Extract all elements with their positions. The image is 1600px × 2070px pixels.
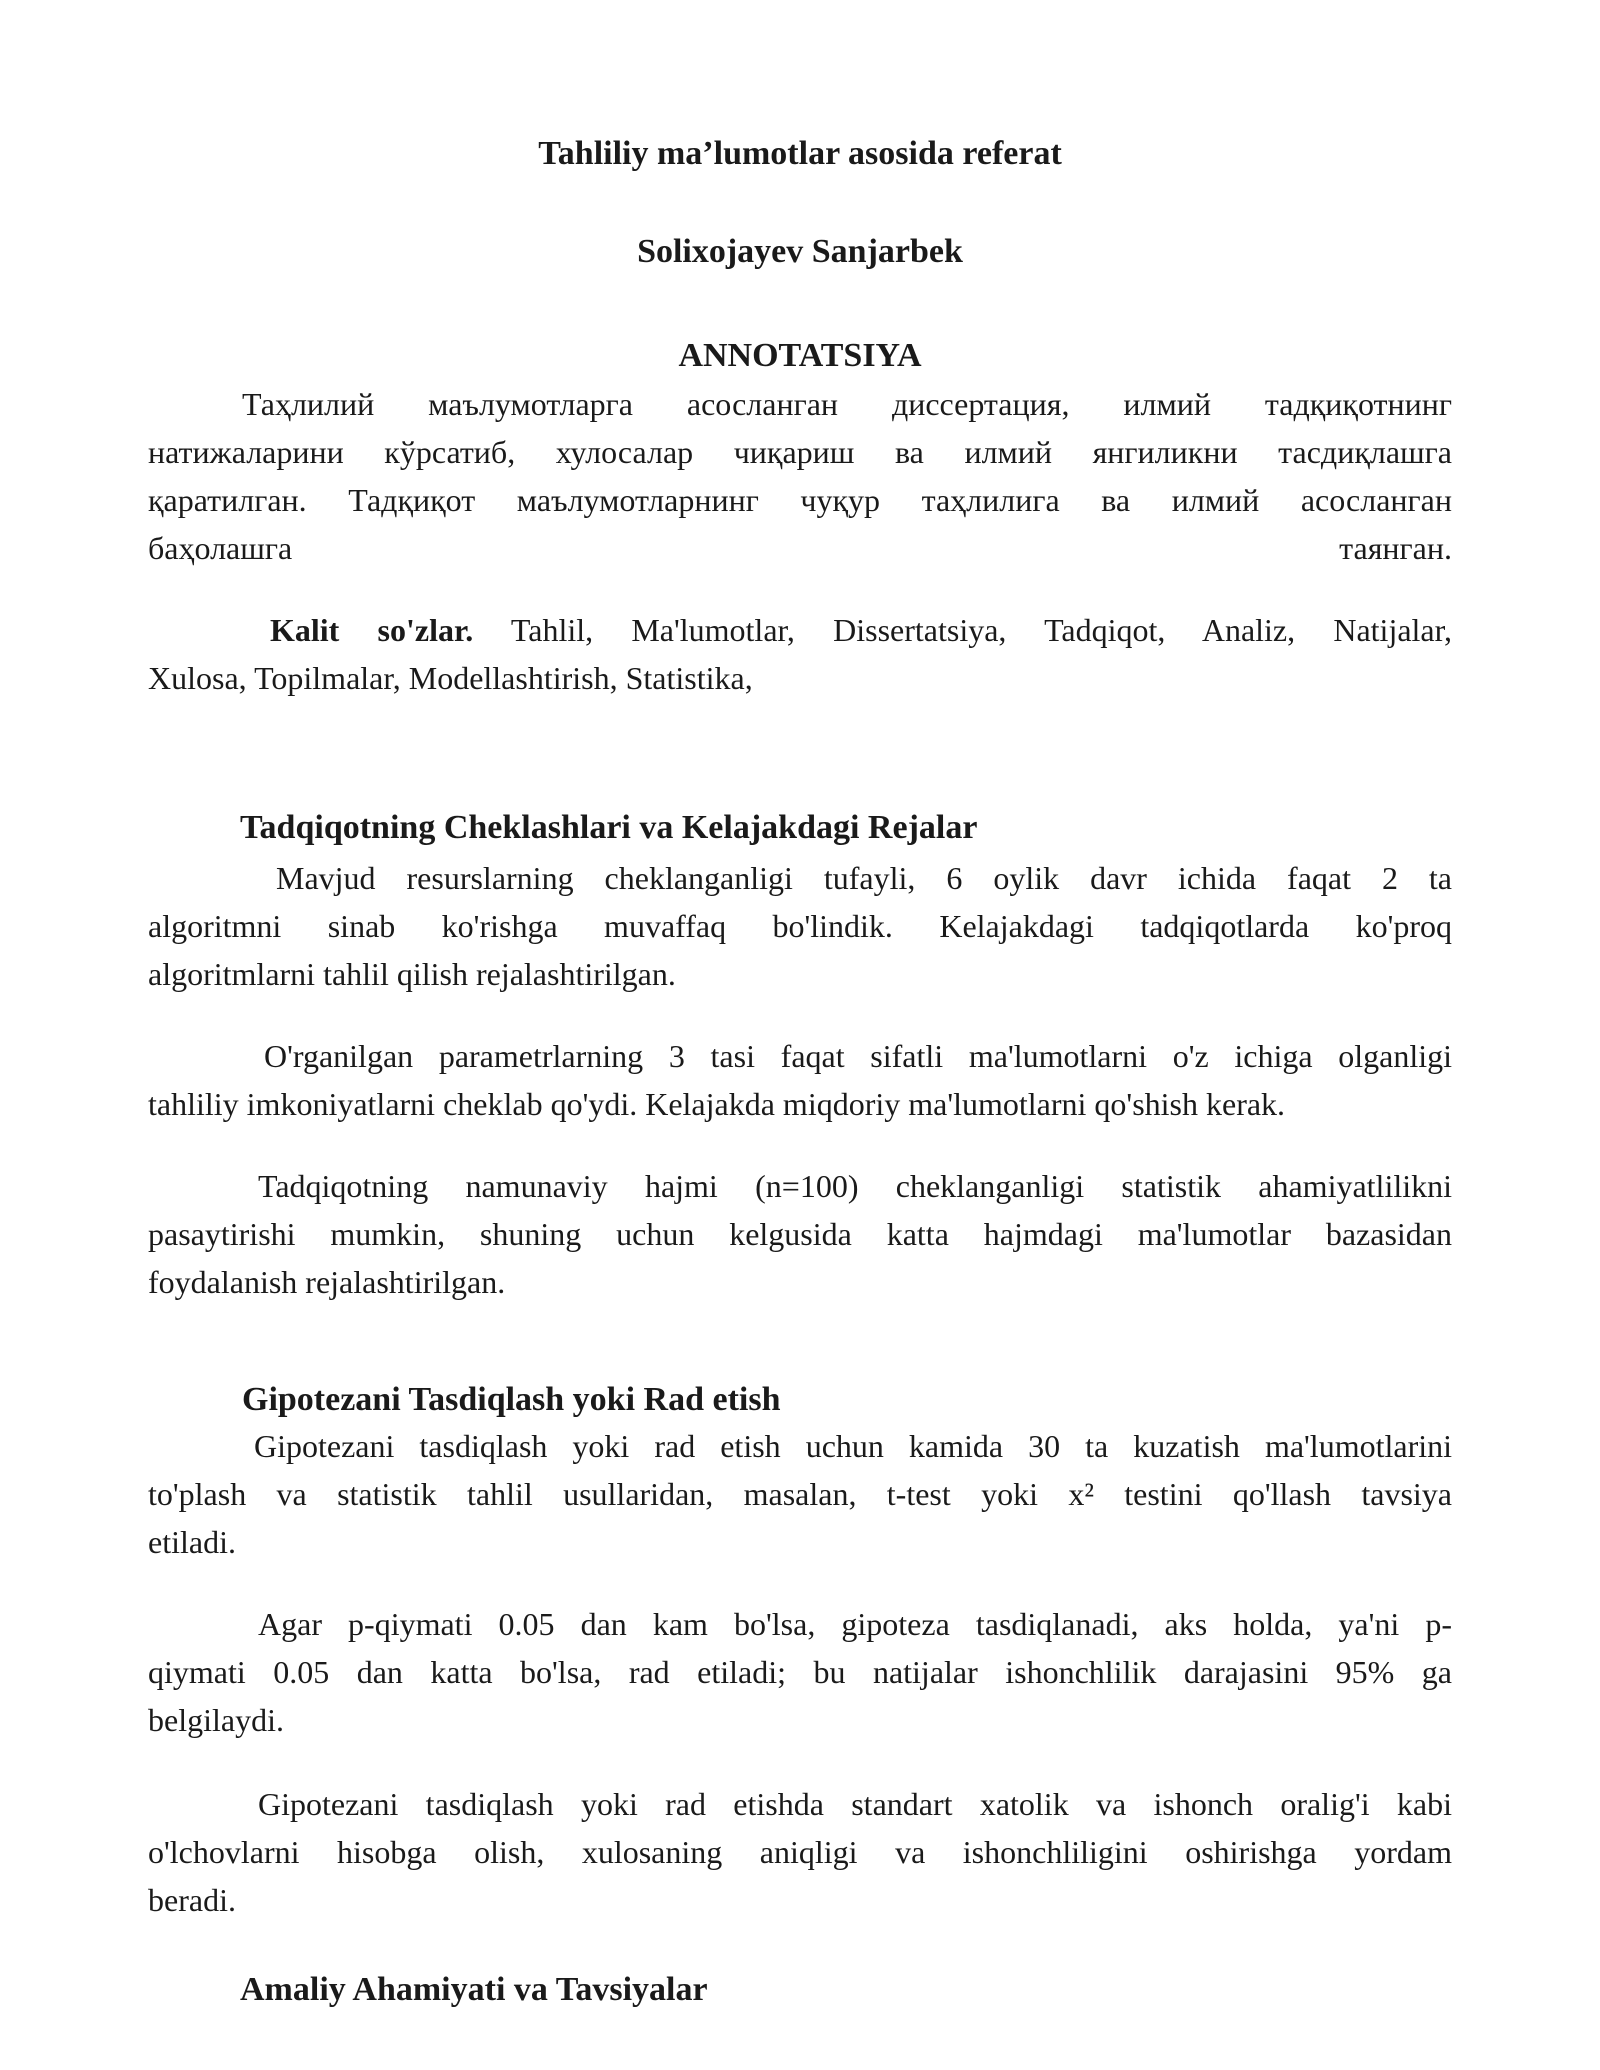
section2-paragraph-1 — [148, 1422, 1452, 1566]
paragraph-line: algoritmlarni tahlil qilish rejalashtirilgan. — [148, 956, 676, 992]
annotation-line — [148, 524, 1452, 572]
paragraph-line: belgilaydi. — [148, 1702, 284, 1738]
paragraph-line: beradi. — [148, 1882, 236, 1918]
section1-paragraph-1 — [148, 854, 1452, 998]
paragraph-line: to'plash va statistik tahlil usullaridan, masalan, t-test yoki x² testini qo'llash tavsiya — [148, 1476, 1452, 1512]
section1-paragraph-3 — [148, 1162, 1452, 1306]
keywords-line: Xulosa, Topilmalar, Modellashtirish, Statistika, — [148, 660, 753, 696]
annotation-line: қаратилган. Тадқиқот маълумотларнинг чуқур таҳлилига ва илмий асосланган — [148, 482, 1452, 518]
annotation-word: таянган. — [1339, 530, 1452, 566]
document-title: Tahliliy ma’lumotlar asosida referat — [538, 135, 1062, 172]
document-page — [148, 0, 1452, 2070]
section2-paragraph-3 — [148, 1780, 1452, 1924]
annotation-heading: ANNOTATSIYA — [678, 337, 922, 374]
paragraph-line: pasaytirishi mumkin, shuning uchun kelgusida katta hajmdagi ma'lumotlar bazasidan — [148, 1216, 1452, 1252]
paragraph-line: Gipotezani tasdiqlash yoki rad etishda standart xatolik va ishonch oralig'i kabi — [258, 1786, 1452, 1822]
paragraph-line: o'lchovlarni hisobga olish, xulosaning aniqligi va ishonchliligini oshirishga yordam — [148, 1834, 1452, 1870]
paragraph-line: etiladi. — [148, 1524, 236, 1560]
section2-paragraph-2 — [148, 1600, 1452, 1744]
section-heading-limitations: Tadqiqotning Cheklashlari va Kelajakdagi Rejalar — [240, 809, 978, 846]
paragraph-line: Agar p-qiymati 0.05 dan kam bo'lsa, gipoteza tasdiqlanadi, aks holda, ya'ni p- — [258, 1606, 1452, 1642]
paragraph-line: Mavjud resurslarning cheklanganligi tufayli, 6 oylik davr ichida faqat 2 ta — [276, 860, 1452, 896]
section-heading-practical: Amaliy Ahamiyati va Tavsiyalar — [240, 1971, 708, 2008]
paragraph-line: algoritmni sinab ko'rishga muvaffaq bo'lindik. Kelajakdagi tadqiqotlarda ko'proq — [148, 908, 1452, 944]
paragraph-line: O'rganilgan parametrlarning 3 tasi faqat sifatli ma'lumotlarni o'z ichiga olganligi — [264, 1038, 1452, 1074]
keywords-paragraph — [148, 606, 1452, 702]
paragraph-line: Gipotezani tasdiqlash yoki rad etish uchun kamida 30 ta kuzatish ma'lumotlarini — [254, 1428, 1452, 1464]
paragraph-line: qiymati 0.05 dan katta bo'lsa, rad etiladi; bu natijalar ishonchlilik darajasini 95% ga — [148, 1654, 1452, 1690]
paragraph-line: foydalanish rejalashtirilgan. — [148, 1264, 506, 1300]
keywords-line — [148, 606, 1452, 654]
annotation-word: баҳолашга — [148, 530, 293, 566]
section1-paragraph-2 — [148, 1032, 1452, 1128]
annotation-line: натижаларини кўрсатиб, хулосалар чиқариш ва илмий янгиликни тасдиқлашга — [148, 434, 1452, 470]
annotation-paragraph — [148, 380, 1452, 572]
document-author: Solixojayev Sanjarbek — [637, 233, 963, 270]
paragraph-line: Tadqiqotning namunaviy hajmi (n=100) cheklanganligi statistik ahamiyatlilikni — [258, 1168, 1452, 1204]
section-heading-hypothesis: Gipotezani Tasdiqlash yoki Rad etish — [242, 1381, 781, 1418]
keywords-label: Kalit so'zlar. — [270, 612, 474, 648]
keywords-list: Tahlil, Ma'lumotlar, Dissertatsiya, Tadqiqot, Analiz, Natijalar, — [510, 612, 1453, 648]
paragraph-line: tahliliy imkoniyatlarni cheklab qo'ydi. Kelajakda miqdoriy ma'lumotlarni qo'shish kerak. — [148, 1086, 1286, 1122]
annotation-line: Таҳлилий маълумотларга асосланган диссертация, илмий тадқиқотнинг — [242, 386, 1452, 422]
